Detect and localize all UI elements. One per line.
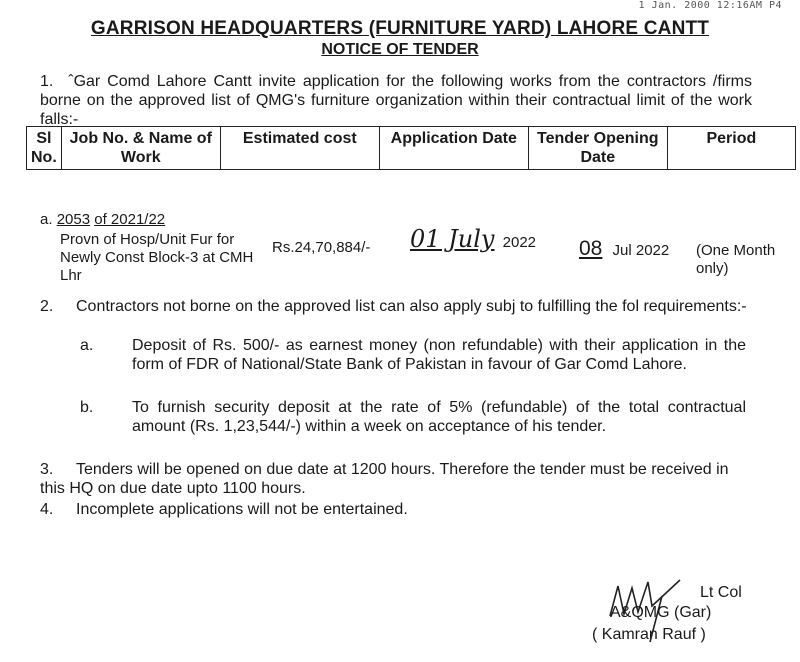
handwritten-date: 01 July (410, 225, 495, 253)
col-header-opening-date: Tender Opening Date (528, 127, 667, 170)
signatory-rank: Lt Col (700, 584, 742, 601)
requirement-label: a. (80, 337, 94, 354)
opening-day: 08 (579, 237, 603, 260)
row-a-period: (One Month only) (696, 242, 776, 277)
paragraph-number: 3. (40, 461, 54, 478)
paragraph-2 (40, 297, 748, 316)
paragraph-text: Tenders will be opened on due date at 1200 hours. Therefore the tender must be received in this HQ on due date upto 1100 hours. (40, 461, 729, 497)
col-header-job: Job No. & Name of Work (61, 127, 220, 170)
requirement-text: Deposit of Rs. 500/- as earnest money (non refundable) with their application in the form of FDR of National/State Bank of Pakistan in favour of Gar Comd Lahore. (132, 337, 746, 373)
fax-timestamp: 1 Jan. 2000 12:16AM P4 (638, 0, 782, 11)
signatory-name: ( Kamran Rauf ) (592, 626, 706, 643)
paragraph-text: Incomplete applications will not be entertained. (76, 501, 408, 518)
job-number: 2053 (56, 211, 91, 228)
paragraph-number: 2. (40, 298, 54, 315)
paragraph-number: 1. (40, 73, 54, 90)
requirement-b (80, 398, 746, 456)
row-a-opening-date (579, 237, 670, 260)
row-a-application-date (410, 225, 537, 253)
job-year: of 2021/22 (94, 211, 166, 228)
requirement-a (80, 336, 746, 394)
signature-block (590, 576, 750, 646)
row-a-estimated-cost: Rs.24,70,884/- (272, 239, 371, 256)
paragraph-number: 4. (40, 501, 54, 518)
paragraph-text: Contractors not borne on the approved list can also apply subj to fulfilling the fol requirements:- (76, 298, 747, 315)
signatory-appointment: A&QMG (Gar) (610, 604, 712, 621)
row-a-work-description: Provn of Hosp/Unit Fur for Newly Const Block-3 at CMH Lhr (60, 231, 254, 284)
requirement-text: To furnish security deposit at the rate of 5% (refundable) of the total contractual amount (Rs. 1,23,544/-) within a week on acceptance of his tender. (132, 399, 746, 435)
opening-month-year: Jul 2022 (612, 242, 670, 259)
col-header-application-date: Application Date (379, 127, 528, 170)
paragraph-1 (40, 72, 752, 129)
col-header-sl: Sl No. (27, 127, 62, 170)
requirement-label: b. (80, 399, 94, 416)
paragraph-3 (40, 460, 748, 498)
paragraph-4 (40, 500, 748, 519)
notice-subtitle: NOTICE OF TENDER (321, 41, 479, 58)
row-a-job-number (40, 211, 165, 229)
table-header-row (27, 127, 796, 170)
col-header-cost: Estimated cost (220, 127, 379, 170)
application-year: 2022 (502, 234, 537, 251)
row-a-label: a. (40, 211, 53, 228)
paragraph-text: ˆGar Comd Lahore Cantt invite application for the following works from the contractors /firms borne on the approved list of QMG's furniture organization within their contractual limit of the work falls:- (40, 73, 752, 128)
page-title: GARRISON HEADQUARTERS (FURNITURE YARD) LAHORE CANTT (90, 18, 710, 39)
col-header-period: Period (667, 127, 795, 170)
tender-table (26, 126, 796, 170)
